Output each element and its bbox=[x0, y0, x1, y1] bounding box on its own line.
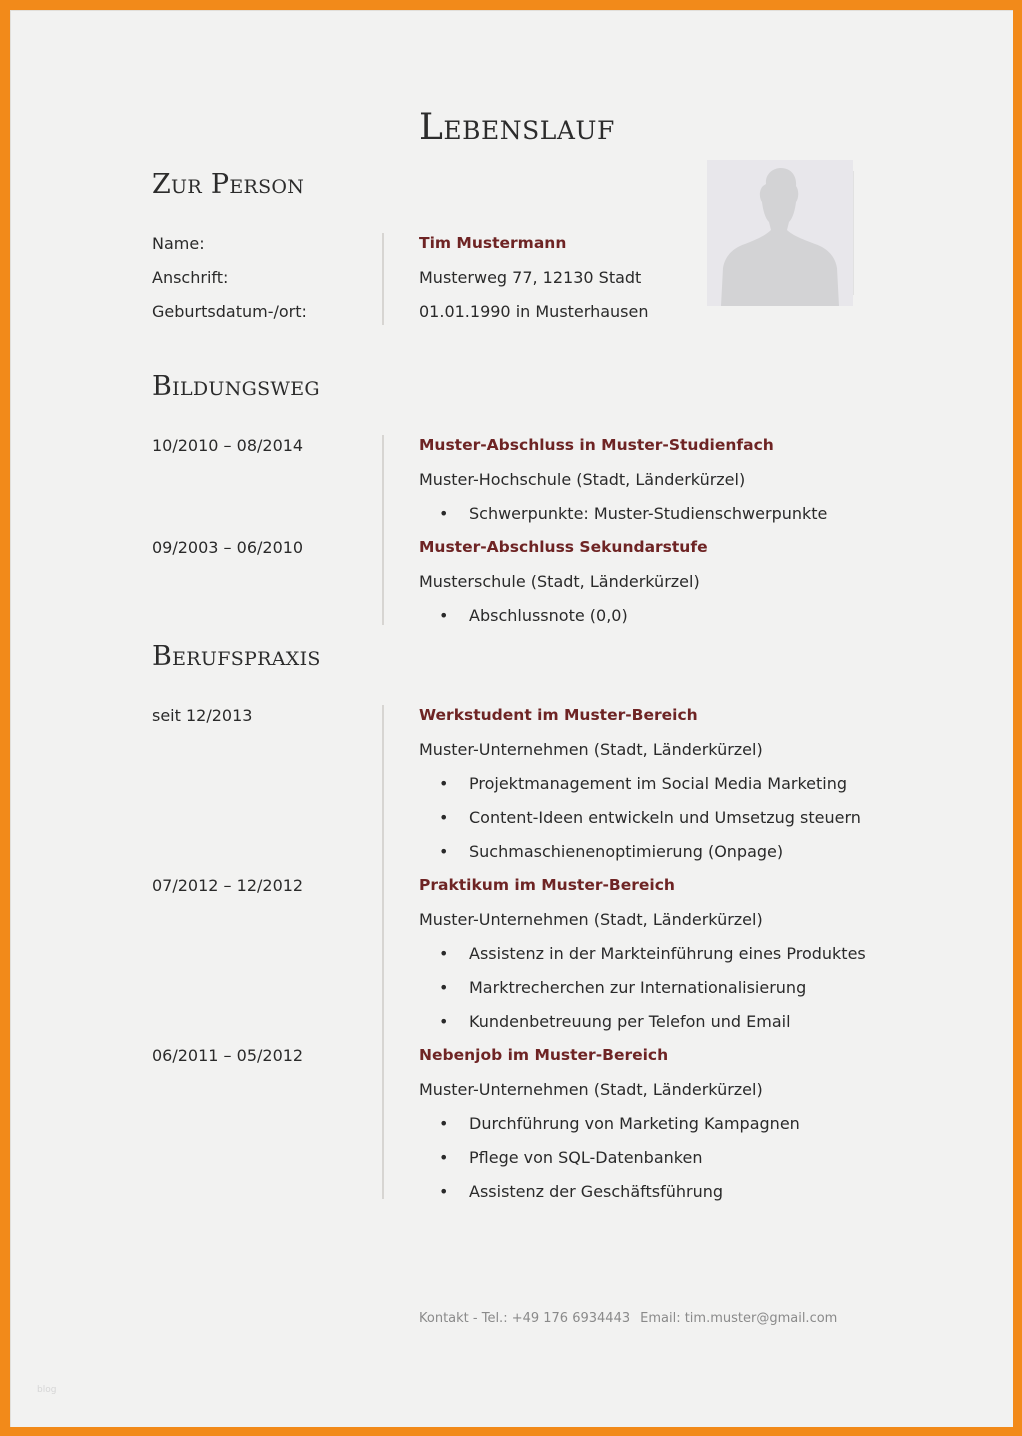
entry-date: 09/2003 – 06/2010 bbox=[152, 538, 304, 557]
contact-footer bbox=[419, 1311, 837, 1326]
bullet-icon: • bbox=[439, 978, 449, 997]
bullet-icon: • bbox=[439, 504, 449, 523]
list-item: • Marktrecherchen zur Internationalisierung bbox=[439, 978, 807, 997]
section-title-experience: Berufspraxis bbox=[152, 641, 321, 672]
list-item: • Projektmanagement im Social Media Marketing bbox=[439, 774, 847, 793]
document-title: Lebenslauf bbox=[419, 107, 615, 148]
bullet-icon: • bbox=[439, 944, 449, 963]
entry-date: seit 12/2013 bbox=[152, 706, 253, 725]
section-title-person: Zur Person bbox=[152, 169, 305, 200]
entry-place: Muster-Unternehmen (Stadt, Länderkürzel) bbox=[419, 740, 763, 759]
entry-date: 06/2011 – 05/2012 bbox=[152, 1046, 304, 1065]
entry-title: Praktikum im Muster-Bereich bbox=[419, 876, 675, 894]
list-item: • Kundenbetreuung per Telefon und Email bbox=[439, 1012, 791, 1031]
contact-phone: Kontakt - Tel.: +49 176 6934443 bbox=[419, 1311, 631, 1326]
person-address: Musterweg 77, 12130 Stadt bbox=[419, 268, 642, 287]
bullet-icon: • bbox=[439, 1114, 449, 1133]
entry-title: Werkstudent im Muster-Bereich bbox=[419, 706, 698, 724]
person-label: Geburtsdatum-/ort: bbox=[152, 302, 307, 321]
list-item: • Suchmaschienenoptimierung (Onpage) bbox=[439, 842, 784, 861]
entry-place: Muster-Unternehmen (Stadt, Länderkürzel) bbox=[419, 910, 763, 929]
bullet-icon: • bbox=[439, 1012, 449, 1031]
divider-line bbox=[382, 233, 384, 325]
person-silhouette-icon bbox=[707, 160, 853, 306]
bullet-icon: • bbox=[439, 606, 449, 625]
cv-page bbox=[10, 10, 1013, 1427]
entry-place: Muster-Unternehmen (Stadt, Länderkürzel) bbox=[419, 1080, 763, 1099]
entry-place: Muster-Hochschule (Stadt, Länderkürzel) bbox=[419, 470, 746, 489]
person-label: Anschrift: bbox=[152, 268, 229, 287]
person-label: Name: bbox=[152, 234, 205, 253]
profile-photo-placeholder bbox=[707, 160, 853, 306]
watermark: blog bbox=[37, 1385, 57, 1395]
divider-line bbox=[382, 435, 384, 625]
entry-place: Musterschule (Stadt, Länderkürzel) bbox=[419, 572, 700, 591]
entry-title: Nebenjob im Muster-Bereich bbox=[419, 1046, 669, 1064]
list-item: • Abschlussnote (0,0) bbox=[439, 606, 628, 625]
list-item: • Schwerpunkte: Muster-Studienschwerpunkte bbox=[439, 504, 828, 523]
list-item: • Assistenz in der Markteinführung eines Produktes bbox=[439, 944, 866, 963]
entry-title: Muster-Abschluss Sekundarstufe bbox=[419, 538, 708, 556]
bullet-icon: • bbox=[439, 1148, 449, 1167]
bullet-icon: • bbox=[439, 774, 449, 793]
person-birth: 01.01.1990 in Musterhausen bbox=[419, 302, 649, 321]
bullet-icon: • bbox=[439, 808, 449, 827]
list-item: • Durchführung von Marketing Kampagnen bbox=[439, 1114, 800, 1133]
divider-line bbox=[382, 705, 384, 1199]
list-item: • Pflege von SQL-Datenbanken bbox=[439, 1148, 703, 1167]
entry-date: 07/2012 – 12/2012 bbox=[152, 876, 304, 895]
entry-date: 10/2010 – 08/2014 bbox=[152, 436, 304, 455]
entry-title: Muster-Abschluss in Muster-Studienfach bbox=[419, 436, 774, 454]
list-item: • Content-Ideen entwickeln und Umsetzug steuern bbox=[439, 808, 861, 827]
bullet-icon: • bbox=[439, 1182, 449, 1201]
contact-email: Email: tim.muster@gmail.com bbox=[640, 1311, 838, 1326]
person-name: Tim Mustermann bbox=[419, 234, 567, 252]
list-item: • Assistenz der Geschäftsführung bbox=[439, 1182, 724, 1201]
section-title-education: Bildungsweg bbox=[152, 371, 320, 402]
bullet-icon: • bbox=[439, 842, 449, 861]
